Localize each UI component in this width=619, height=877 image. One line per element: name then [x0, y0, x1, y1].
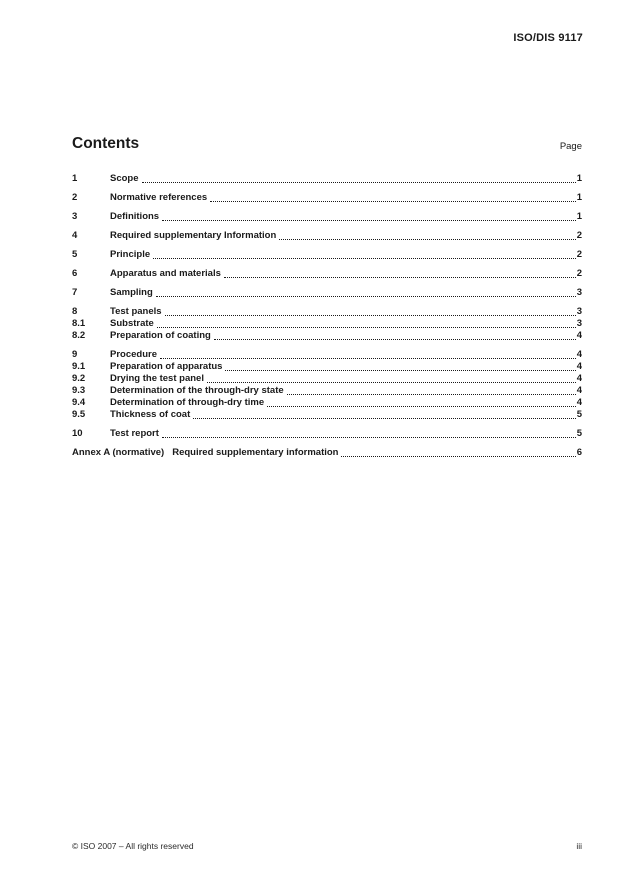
- toc-entry-title: Required supplementary Information: [110, 230, 277, 241]
- toc-entry: [72, 397, 582, 409]
- toc-entry-page: 4: [576, 373, 582, 384]
- toc-entry-title: Apparatus and materials: [110, 268, 221, 279]
- toc-entry-number: 1: [72, 173, 78, 184]
- toc-entry: [72, 211, 582, 223]
- toc-entry-number: 8.2: [72, 330, 86, 341]
- toc-entry-number: 9.5: [72, 409, 86, 420]
- page-footer: [72, 841, 582, 851]
- toc-entry: [72, 330, 582, 342]
- toc-entry-title: Thickness of coat: [110, 409, 191, 420]
- toc-entry: [72, 373, 582, 385]
- toc-entry-page: 4: [576, 330, 582, 341]
- toc-leader-dots: [142, 173, 576, 183]
- toc-entry-title: Preparation of apparatus: [110, 361, 223, 372]
- toc-entry-number: 7: [72, 287, 78, 298]
- page-column-label: Page: [559, 141, 582, 152]
- toc-entry: [72, 318, 582, 330]
- toc-entry-page: 1: [576, 173, 582, 184]
- toc-entry-title: Preparation of coating: [110, 330, 211, 341]
- toc-entry-title: Principle: [110, 249, 151, 260]
- toc-entry-title: Test panels: [110, 306, 162, 317]
- toc-entry-page: 5: [576, 428, 582, 439]
- toc-entry-title: Definitions: [110, 211, 160, 222]
- toc-entry-page: 1: [576, 211, 582, 222]
- toc-entry-page: 1: [576, 192, 582, 203]
- toc-entry-title: Required supplementary information: [172, 447, 339, 458]
- toc-entry-number: 9: [72, 349, 78, 360]
- toc-leader-dots: [224, 268, 576, 278]
- toc-leader-dots: [162, 428, 576, 438]
- toc-leader-dots: [157, 318, 576, 328]
- toc-entry-number: 2: [72, 192, 78, 203]
- toc-entry-page: 4: [576, 397, 582, 408]
- toc-entry-title: Scope: [110, 173, 139, 184]
- toc-entry-page: 3: [576, 287, 582, 298]
- folio-page-number: iii: [576, 841, 582, 851]
- toc-entry: [72, 361, 582, 373]
- toc-entry-number: 9.4: [72, 397, 86, 408]
- toc-entry-number: 5: [72, 249, 78, 260]
- toc-entry-page: 2: [576, 230, 582, 241]
- contents-header: [72, 135, 582, 153]
- toc-entry-number: 8.1: [72, 318, 86, 329]
- doc-reference: ISO/DIS 9117: [513, 32, 583, 44]
- toc-entry-number: 10: [72, 428, 83, 439]
- toc-entry-page: 4: [576, 349, 582, 360]
- toc-entry-page: 2: [576, 249, 582, 260]
- toc-leader-dots: [287, 385, 576, 395]
- toc-entry-page: 5: [576, 409, 582, 420]
- toc-list: [72, 166, 582, 459]
- toc-entry-title: Determination of the through-dry state: [110, 385, 284, 396]
- toc-leader-dots: [341, 447, 575, 457]
- toc-entry-page: 2: [576, 268, 582, 279]
- toc-leader-dots: [279, 230, 575, 240]
- toc-leader-dots: [160, 349, 576, 359]
- toc-entry: [72, 349, 582, 361]
- page-header: [72, 32, 583, 44]
- toc-entry-number: 4: [72, 230, 78, 241]
- copyright-text: © ISO 2007 – All rights reserved: [72, 841, 194, 851]
- contents-title: Contents: [72, 135, 140, 152]
- toc-entry: [72, 409, 582, 421]
- toc-leader-dots: [165, 306, 576, 316]
- toc-entry: [72, 230, 582, 242]
- toc-entry-page: 6: [576, 447, 582, 458]
- toc-entry-page: 4: [576, 385, 582, 396]
- toc-entry: [72, 192, 582, 204]
- toc-entry-title: Substrate: [110, 318, 154, 329]
- toc-leader-dots: [156, 287, 576, 297]
- toc-entry-title: Normative references: [110, 192, 208, 203]
- toc-entry-number: 9.3: [72, 385, 86, 396]
- toc-leader-dots: [207, 373, 576, 383]
- toc-entry: [72, 268, 582, 280]
- toc-entry-number: 9.1: [72, 361, 86, 372]
- toc-entry-number: Annex A (normative): [72, 447, 165, 458]
- toc-entry: [72, 249, 582, 261]
- toc-entry-page: 3: [576, 318, 582, 329]
- toc-entry-title: Sampling: [110, 287, 153, 298]
- toc-leader-dots: [162, 211, 576, 221]
- toc-entry-title: Procedure: [110, 349, 157, 360]
- toc-entry: [72, 447, 582, 459]
- toc-entry: [72, 428, 582, 440]
- toc-entry-title: Drying the test panel: [110, 373, 204, 384]
- toc-entry-number: 9.2: [72, 373, 86, 384]
- toc-entry: [72, 173, 582, 185]
- toc-entry-page: 3: [576, 306, 582, 317]
- toc-leader-dots: [210, 192, 576, 202]
- toc-entry-number: 6: [72, 268, 78, 279]
- toc-entry-number: 3: [72, 211, 78, 222]
- toc-leader-dots: [214, 330, 576, 340]
- toc-leader-dots: [267, 397, 576, 407]
- toc-entry-page: 4: [576, 361, 582, 372]
- toc-entry-number: 8: [72, 306, 78, 317]
- toc-leader-dots: [225, 361, 575, 371]
- toc-entry: [72, 287, 582, 299]
- toc-leader-dots: [193, 409, 575, 419]
- toc-leader-dots: [153, 249, 576, 259]
- toc-entry: [72, 385, 582, 397]
- toc-entry-title: Test report: [110, 428, 159, 439]
- toc-entry: [72, 306, 582, 318]
- toc-entry-title: Determination of through-dry time: [110, 397, 265, 408]
